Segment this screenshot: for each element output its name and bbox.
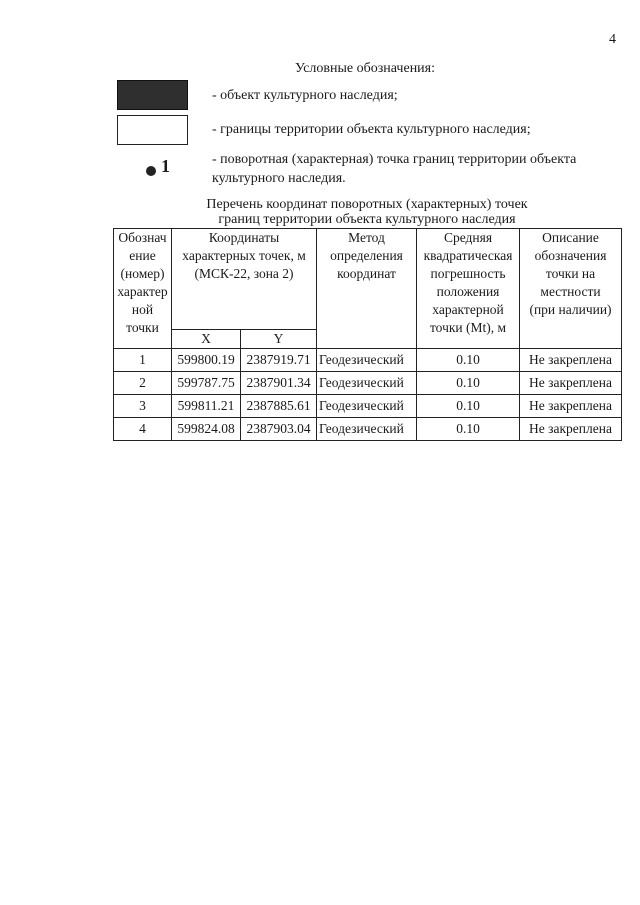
page-number: 4 — [609, 32, 616, 47]
cell-desc: Не закреплена — [520, 372, 622, 395]
cell-error: 0.10 — [417, 349, 520, 372]
cell-x: 599800.19 — [172, 349, 241, 372]
cell-x: 599824.08 — [172, 418, 241, 441]
header-error-line: точки (Mt), м — [429, 320, 507, 335]
cell-x: 599787.75 — [172, 372, 241, 395]
cultural-heritage-object-swatch — [117, 80, 188, 110]
cell-desc: Не закреплена — [520, 349, 622, 372]
table-row — [114, 349, 622, 372]
territory-boundary-swatch — [117, 115, 188, 145]
header-x: X — [172, 330, 241, 349]
cell-method: Геодезический — [317, 372, 417, 395]
legend-item-object: - объект культурного наследия; — [212, 88, 398, 103]
cell-method: Геодезический — [317, 395, 417, 418]
header-designation-line: характер — [117, 284, 168, 299]
header-error — [417, 229, 520, 349]
legend-item-boundary: - границы территории объекта культурного наследия; — [212, 122, 531, 137]
header-error-line: положения — [436, 284, 500, 299]
cell-error: 0.10 — [417, 418, 520, 441]
header-designation-line: ение — [129, 248, 156, 263]
header-designation-line: ной — [131, 302, 154, 317]
cell-y: 2387919.71 — [241, 349, 317, 372]
header-error-line: погрешность — [430, 266, 506, 281]
header-method — [317, 229, 417, 349]
cell-num: 2 — [114, 372, 172, 395]
table-header-row — [114, 229, 622, 330]
header-description-line: точки на — [545, 266, 596, 281]
header-y: Y — [241, 330, 317, 349]
header-designation-line: (номер) — [120, 266, 165, 281]
cell-error: 0.10 — [417, 395, 520, 418]
table-row — [114, 418, 622, 441]
table-row — [114, 395, 622, 418]
header-description-line: местности — [540, 284, 601, 299]
header-description-line: (при наличии) — [529, 302, 612, 317]
header-method-line: координат — [337, 266, 396, 281]
legend-title: Условные обозначения: — [294, 61, 436, 76]
header-description-line: Описание — [542, 230, 599, 245]
table-row — [114, 372, 622, 395]
header-error-line: характерной — [432, 302, 504, 317]
header-method-line: Метод — [348, 230, 385, 245]
header-designation — [114, 229, 172, 349]
coordinates-table — [113, 228, 622, 441]
header-designation-line: Обознач — [118, 230, 167, 245]
header-description — [520, 229, 622, 349]
cell-y: 2387903.04 — [241, 418, 317, 441]
table-title-line-2: границ территории объекта культурного наследия — [218, 212, 516, 227]
cell-num: 3 — [114, 395, 172, 418]
table-title — [113, 197, 621, 227]
cell-x: 599811.21 — [172, 395, 241, 418]
cell-num: 1 — [114, 349, 172, 372]
table-title-line-1: Перечень координат поворотных (характерных) точек — [206, 197, 528, 212]
header-description-line: обозначения — [534, 248, 607, 263]
header-coordinates-line: Координаты — [208, 230, 280, 245]
cell-method: Геодезический — [317, 349, 417, 372]
turning-point-label: 1 — [161, 156, 170, 176]
cell-y: 2387885.61 — [241, 395, 317, 418]
cell-desc: Не закреплена — [520, 418, 622, 441]
cell-method: Геодезический — [317, 418, 417, 441]
cell-desc: Не закреплена — [520, 395, 622, 418]
header-error-line: квадратическая — [423, 248, 513, 263]
turning-point-dot-icon — [146, 166, 156, 176]
cell-y: 2387901.34 — [241, 372, 317, 395]
legend-item-turning-point: - поворотная (характерная) точка границ территории объекта культурного наследия. — [212, 152, 577, 186]
header-coordinates — [172, 229, 317, 330]
header-coordinates-line: характерных точек, м — [182, 248, 306, 263]
header-coordinates-line: (МСК-22, зона 2) — [194, 266, 294, 281]
cell-error: 0.10 — [417, 372, 520, 395]
cell-num: 4 — [114, 418, 172, 441]
header-error-line: Средняя — [443, 230, 493, 245]
header-designation-line: точки — [126, 320, 159, 335]
header-method-line: определения — [330, 248, 403, 263]
